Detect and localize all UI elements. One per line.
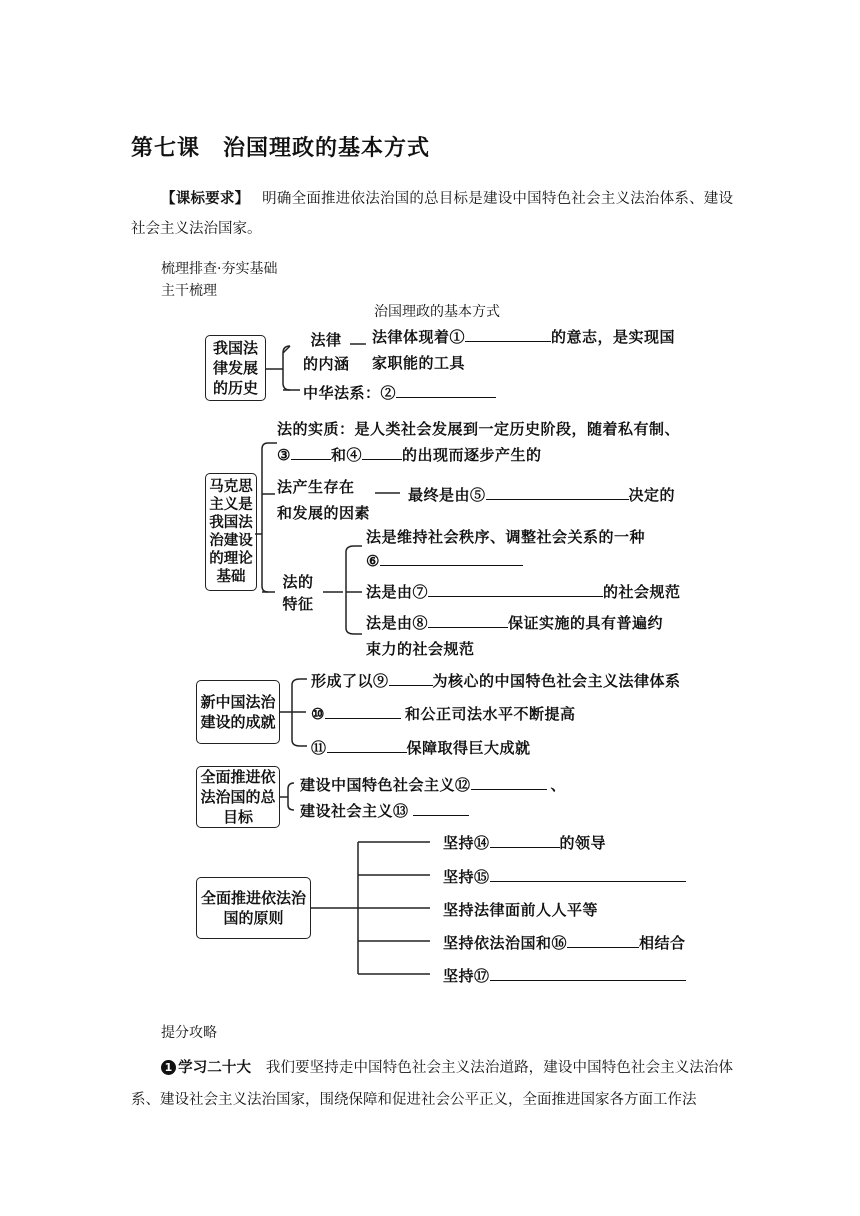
concept-map-title: 治国理政的基本方式 [374, 304, 500, 320]
blank-13 [413, 800, 469, 816]
feature-1-line1: 法是维持社会秩序、调整社会关系的一种 [366, 528, 646, 546]
requirement-label: 【课标要求】 [161, 190, 250, 207]
essence-blank4-label: 和④ [330, 446, 362, 464]
blank-3 [291, 444, 331, 460]
goal-line2 [300, 800, 469, 821]
feature-3-line1 [366, 612, 663, 633]
goal-text-b: 建设社会主义⑬ [300, 802, 409, 820]
law-essence-line2 [277, 444, 541, 465]
blank-7 [428, 581, 603, 597]
page-title: 第七课 治国理政的基本方式 [131, 135, 431, 161]
chinese-legal-system-line [303, 382, 496, 403]
blank-17 [490, 965, 686, 981]
feature-2-text-a: 法是由⑦ [366, 583, 429, 601]
achievement-2-label: ⑩ [311, 705, 325, 723]
tip-text: 我们要坚持走中国特色社会主义法治道路，建设中国特色社会主义法治体系、建设社会主义法治国家，围绕保障和促进社会公平正义，全面推进国家各方面工作法 [131, 1060, 734, 1108]
blank-5 [486, 484, 629, 500]
blank-4 [362, 444, 402, 460]
principle-1-text-b: 的领导 [559, 834, 607, 852]
section-heading-tips: 提分攻略 [161, 1025, 217, 1041]
goal-line1 [300, 774, 566, 795]
label-law-factors: 法产生存在 和发展的因素 [277, 478, 371, 522]
achievement-3-label: ⑪ [311, 739, 327, 757]
factors-text-a: 最终是由⑤ [408, 486, 486, 504]
blank-12 [471, 774, 547, 790]
principle-1 [443, 832, 606, 853]
principle-5-text: 坚持⑰ [443, 967, 490, 985]
essence-text-end: 的出现而逐步产生的 [401, 446, 542, 464]
blank-15 [490, 866, 686, 882]
achievement-1-text-a: 形成了以⑨ [311, 672, 389, 690]
principle-4-text-b: 相结合 [639, 934, 686, 952]
box-achievements: 新中国法治建设的成就 [196, 680, 280, 744]
tip-paragraph [131, 1052, 733, 1116]
feature-1-line2 [366, 550, 523, 570]
box-legal-history: 我国法律发展的历史 [205, 335, 266, 401]
achievement-2-text: 和公正司法水平不断提高 [404, 705, 576, 723]
principle-1-text-a: 坚持⑭ [443, 834, 490, 852]
feature-2-line [366, 581, 681, 602]
blank-6 [380, 550, 523, 566]
section-heading-review: 梳理排查·夯实基础 [161, 261, 278, 277]
principle-2 [443, 866, 686, 887]
label-law-features: 法的 特征 [282, 573, 314, 613]
blank-1 [465, 326, 551, 342]
feature-3-text-b: 保证实施的具有普遍约 [508, 614, 664, 632]
achievement-2-line [311, 703, 575, 724]
principle-3: 坚持法律面前人人平等 [443, 901, 599, 919]
achievement-3-text: 保障取得巨大成就 [406, 739, 531, 757]
feature-3-text-a: 法是由⑧ [366, 614, 429, 632]
chinese-legal-system-text: 中华法系：② [303, 384, 397, 402]
blank-14 [490, 832, 560, 848]
principle-4 [443, 932, 686, 953]
law-connotation-text-b: 的意志，是实现国 [551, 328, 676, 346]
section-heading-outline: 主干梳理 [161, 283, 217, 299]
box-overall-goal: 全面推进依法治国的总目标 [196, 766, 280, 828]
principle-2-text: 坚持⑮ [443, 868, 490, 886]
blank-2 [396, 382, 496, 398]
blank-11 [327, 737, 407, 753]
achievement-3-line [311, 737, 531, 758]
box-principles: 全面推进依法治国的原则 [196, 877, 311, 939]
law-connotation-text-a: 法律体现着① [372, 328, 466, 346]
feature-1-label: ⑥ [366, 552, 380, 570]
tip-label: 学习二十大 [178, 1059, 252, 1076]
factors-text-b: 决定的 [628, 486, 676, 504]
law-connotation-line1 [372, 326, 675, 347]
achievement-1-line [311, 670, 681, 691]
blank-8 [428, 612, 508, 628]
box-marxism-foundation: 马克思主义是我国法治建设的理论基础 [205, 473, 257, 591]
tip-bullet [161, 1060, 178, 1076]
goal-comma: 、 [550, 776, 567, 794]
number-1-icon: 1 [161, 1060, 176, 1075]
feature-3-line2: 束力的社会规范 [366, 640, 475, 658]
law-factors-line [408, 484, 675, 505]
feature-2-text-b: 的社会规范 [603, 583, 681, 601]
achievement-1-text-b: 为核心的中国特色社会主义法律体系 [432, 672, 681, 690]
label-law-connotation: 法律 的内涵 [303, 331, 350, 373]
law-essence-line1: 法的实质：是人类社会发展到一定历史阶段，随着私有制、 [277, 420, 681, 438]
principle-5 [443, 965, 686, 986]
blank-10 [325, 703, 401, 719]
blank-9 [389, 670, 433, 686]
essence-blank3-label: ③ [277, 446, 291, 464]
law-connotation-line2: 家职能的工具 [372, 354, 466, 372]
goal-text-a: 建设中国特色社会主义⑫ [300, 776, 471, 794]
blank-16 [567, 932, 639, 948]
requirement-text: 明确全面推进依法治国的总目标是建设中国特色社会主义法治体系、建设社会主义法治国家。 [131, 191, 734, 237]
principle-4-text-a: 坚持依法治国和⑯ [443, 934, 568, 952]
